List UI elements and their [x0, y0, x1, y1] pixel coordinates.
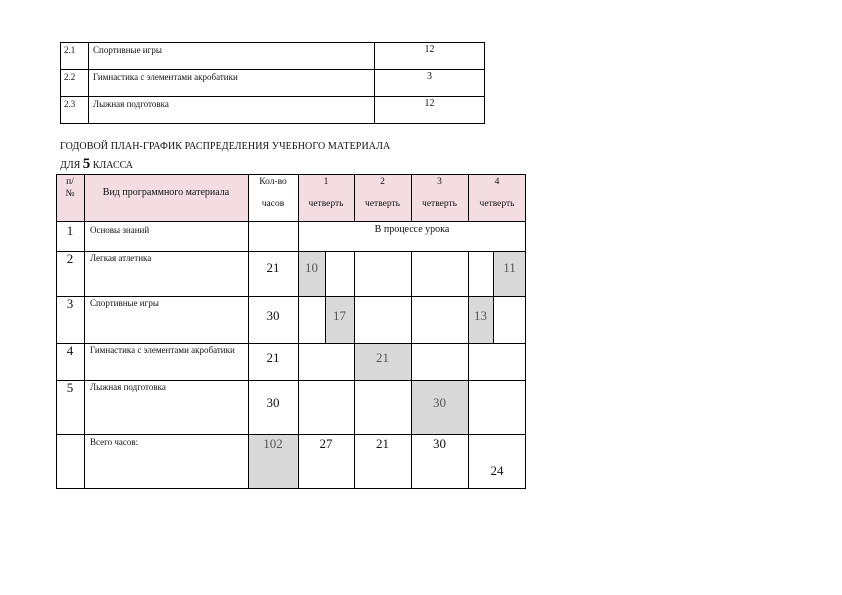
row-number: 2.2	[61, 70, 89, 97]
row-note: В процессе урока	[374, 224, 450, 235]
quarter-number: 2	[380, 177, 385, 187]
row-hours: 30	[266, 395, 280, 410]
row-name: Спортивные игры	[89, 43, 375, 70]
header-quarter-1	[298, 177, 354, 209]
row-number: 4	[66, 343, 74, 358]
class-number: 5	[82, 156, 91, 172]
row-number: 5	[66, 380, 74, 395]
quarter-value: 10	[305, 260, 318, 275]
grid-line	[56, 488, 526, 489]
quarter-value: 11	[503, 260, 516, 275]
grid-line	[56, 221, 526, 222]
quarter-value: 30	[433, 395, 446, 410]
quarter-value: 13	[474, 308, 487, 323]
row-hours: 12	[375, 43, 485, 70]
header-quarter-3	[411, 177, 468, 209]
grid-line	[525, 174, 526, 489]
header-num	[56, 176, 84, 200]
quarter-number: 3	[437, 177, 442, 187]
grid-line	[354, 251, 355, 489]
row-number: 2.3	[61, 97, 89, 124]
row-number: 1	[66, 223, 74, 238]
plan-subtitle	[60, 156, 133, 173]
totals-quarter-1: 27	[319, 436, 333, 451]
grid-line	[468, 251, 469, 489]
header-type: Вид программного материала	[102, 187, 230, 198]
header-num-line1: п/	[66, 177, 74, 187]
row-hours: 30	[266, 308, 280, 323]
header-hours-line1: Кол-во	[259, 177, 287, 187]
grid-line	[325, 251, 326, 343]
grid-line	[84, 174, 85, 489]
grid-line	[411, 251, 412, 489]
quarter-label: четверть	[308, 199, 344, 209]
plan-table	[56, 174, 526, 489]
totals-label: Всего часов:	[90, 437, 139, 447]
table-row	[61, 43, 485, 70]
row-number: 2	[66, 251, 74, 266]
totals-quarter-2: 21	[376, 436, 389, 451]
row-hours: 21	[266, 260, 280, 275]
totals-quarter-3: 30	[433, 436, 446, 451]
quarter-value: 17	[333, 308, 346, 323]
row-hours: 21	[266, 350, 280, 365]
totals-hours: 102	[263, 436, 283, 451]
header-quarter-2	[354, 177, 411, 209]
subtitle-prefix: ДЛЯ	[60, 160, 83, 171]
quarter-label: четверть	[479, 199, 515, 209]
header-num-line2: №	[65, 189, 75, 199]
row-hours: 3	[375, 70, 485, 97]
quarter-number: 1	[323, 177, 329, 187]
quarter-label: четверть	[422, 199, 457, 209]
row-name: Лыжная подготовка	[90, 382, 166, 392]
subtitle-suffix: КЛАССА	[90, 160, 134, 171]
grid-line	[56, 174, 526, 175]
table-row	[61, 97, 485, 124]
row-name: Основы знаний	[90, 225, 150, 235]
quarter-label: четверть	[365, 199, 400, 209]
table-row	[61, 70, 485, 97]
grid-line	[56, 174, 57, 489]
row-name: Легкая атлетика	[90, 253, 152, 263]
totals-quarter-4: 24	[490, 463, 504, 478]
header-hours-line2: часов	[261, 199, 285, 209]
quarter-value: 21	[376, 350, 389, 365]
row-name: Гимнастика с элементами акробатики	[90, 345, 235, 355]
row-name: Лыжная подготовка	[89, 97, 375, 124]
top-table	[60, 42, 485, 124]
row-name: Спортивные игры	[90, 298, 159, 308]
header-quarter-4	[468, 177, 526, 209]
row-hours: 12	[375, 97, 485, 124]
header-hours	[248, 177, 298, 209]
row-number: 3	[66, 296, 74, 311]
plan-title: ГОДОВОЙ ПЛАН-ГРАФИК РАСПРЕДЕЛЕНИЯ УЧЕБНОГО МАТЕРИАЛА	[60, 141, 391, 152]
row-number: 2.1	[61, 43, 89, 70]
quarter-number: 4	[494, 177, 500, 187]
row-name: Гимнастика с элементами акробатики	[89, 70, 375, 97]
